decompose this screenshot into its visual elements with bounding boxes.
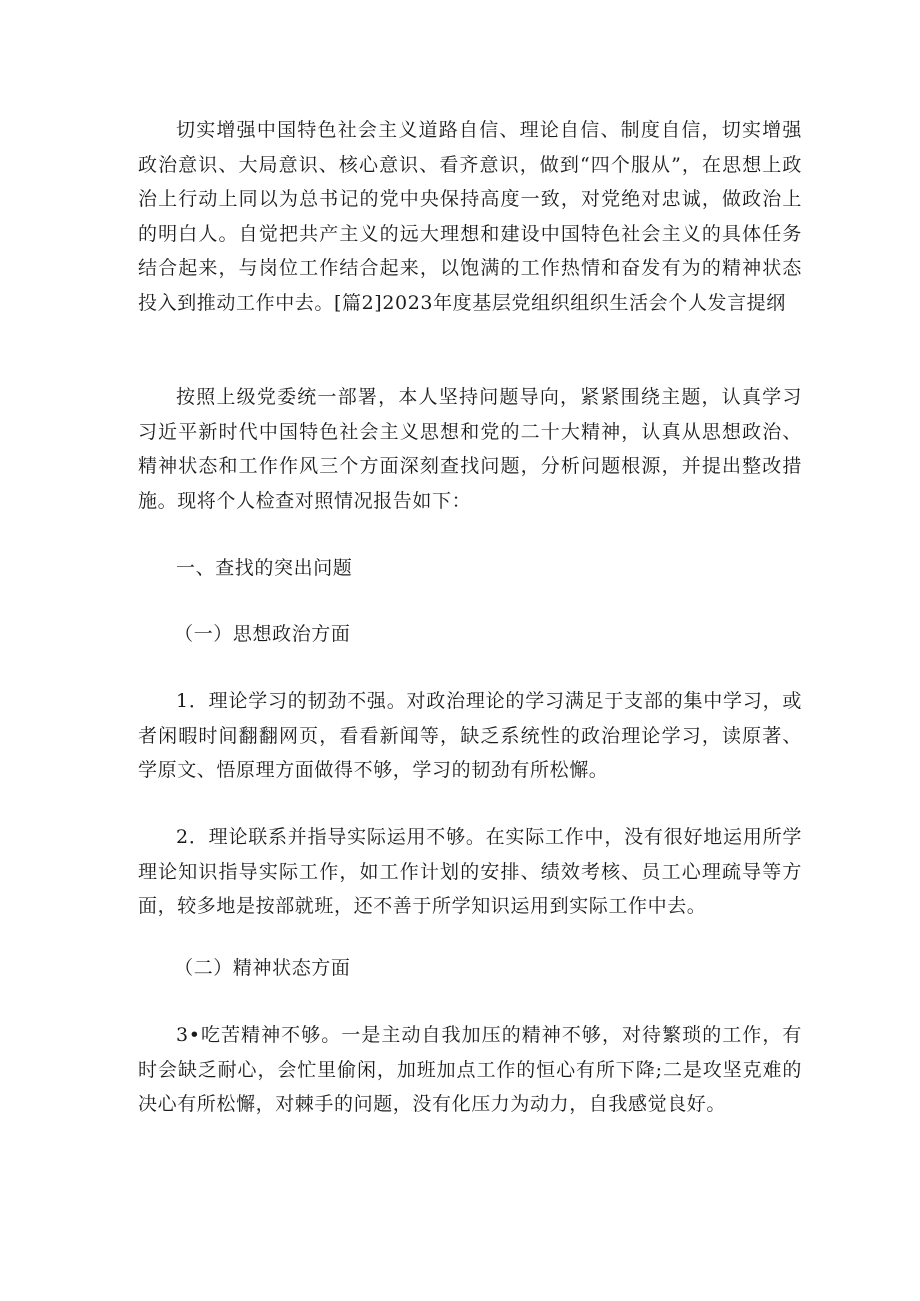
paragraph-confidence: 切实增强中国特色社会主义道路自信、理论自信、制度自信，切实增强政治意识、大局意识、核心意识、看齐意识，做到“四个服从”，在思想上政治上行动上同以为总书记的党中央保持高度一致，对党绝对忠诚，做政治上的明白人。自觉把共产主义的远大理想和建设中国特色社会主义的具体任务结合起来，与岗位工作结合起来，以饱满的工作热情和奋发有为的精神状态投入到推动工作中去。[篇2]2023年度基层党组织组织生活会个人发言提纲 bbox=[138, 119, 802, 314]
subsection-heading-spirit: （二）精神状态方面 bbox=[174, 957, 351, 979]
section-heading-problems: 一、查找的突出问题 bbox=[176, 557, 353, 579]
paragraph-item-2: 2．理论联系并指导实际运用不够。在实际工作中，没有很好地运用所学理论知识指导实际工作，如工作计划的安排、绩效考核、员工心理疏导等方面，较多地是按部就班，还不善于所学知识运用到实际工作中去。 bbox=[138, 826, 802, 917]
paragraph-item-1: 1．理论学习的韧劲不强。对政治理论的学习满足于支部的集中学习，或者闲暇时间翻翻网页，看看新闻等，缺乏系统性的政治理论学习，读原著、学原文、悟原理方面做得不够，学习的韧劲有所松懈。 bbox=[138, 690, 802, 781]
subsection-heading-ideology: （一）思想政治方面 bbox=[174, 623, 351, 645]
paragraph-introduction: 按照上级党委统一部署，本人坚持问题导向，紧紧围绕主题，认真学习习近平新时代中国特色社会主义思想和党的二十大精神，认真从思想政治、精神状态和工作作风三个方面深刻查找问题，分析问题根源，并提出整改措施。现将个人检查对照情况报告如下： bbox=[138, 386, 802, 512]
paragraph-item-3: 3•吃苦精神不够。一是主动自我加压的精神不够，对待繁琐的工作，有时会缺乏耐心，会忙里偷闲，加班加点工作的恒心有所下降;二是攻坚克难的决心有所松懈，对棘手的问题，没有化压力为动力，自我感觉良好。 bbox=[138, 1024, 802, 1115]
